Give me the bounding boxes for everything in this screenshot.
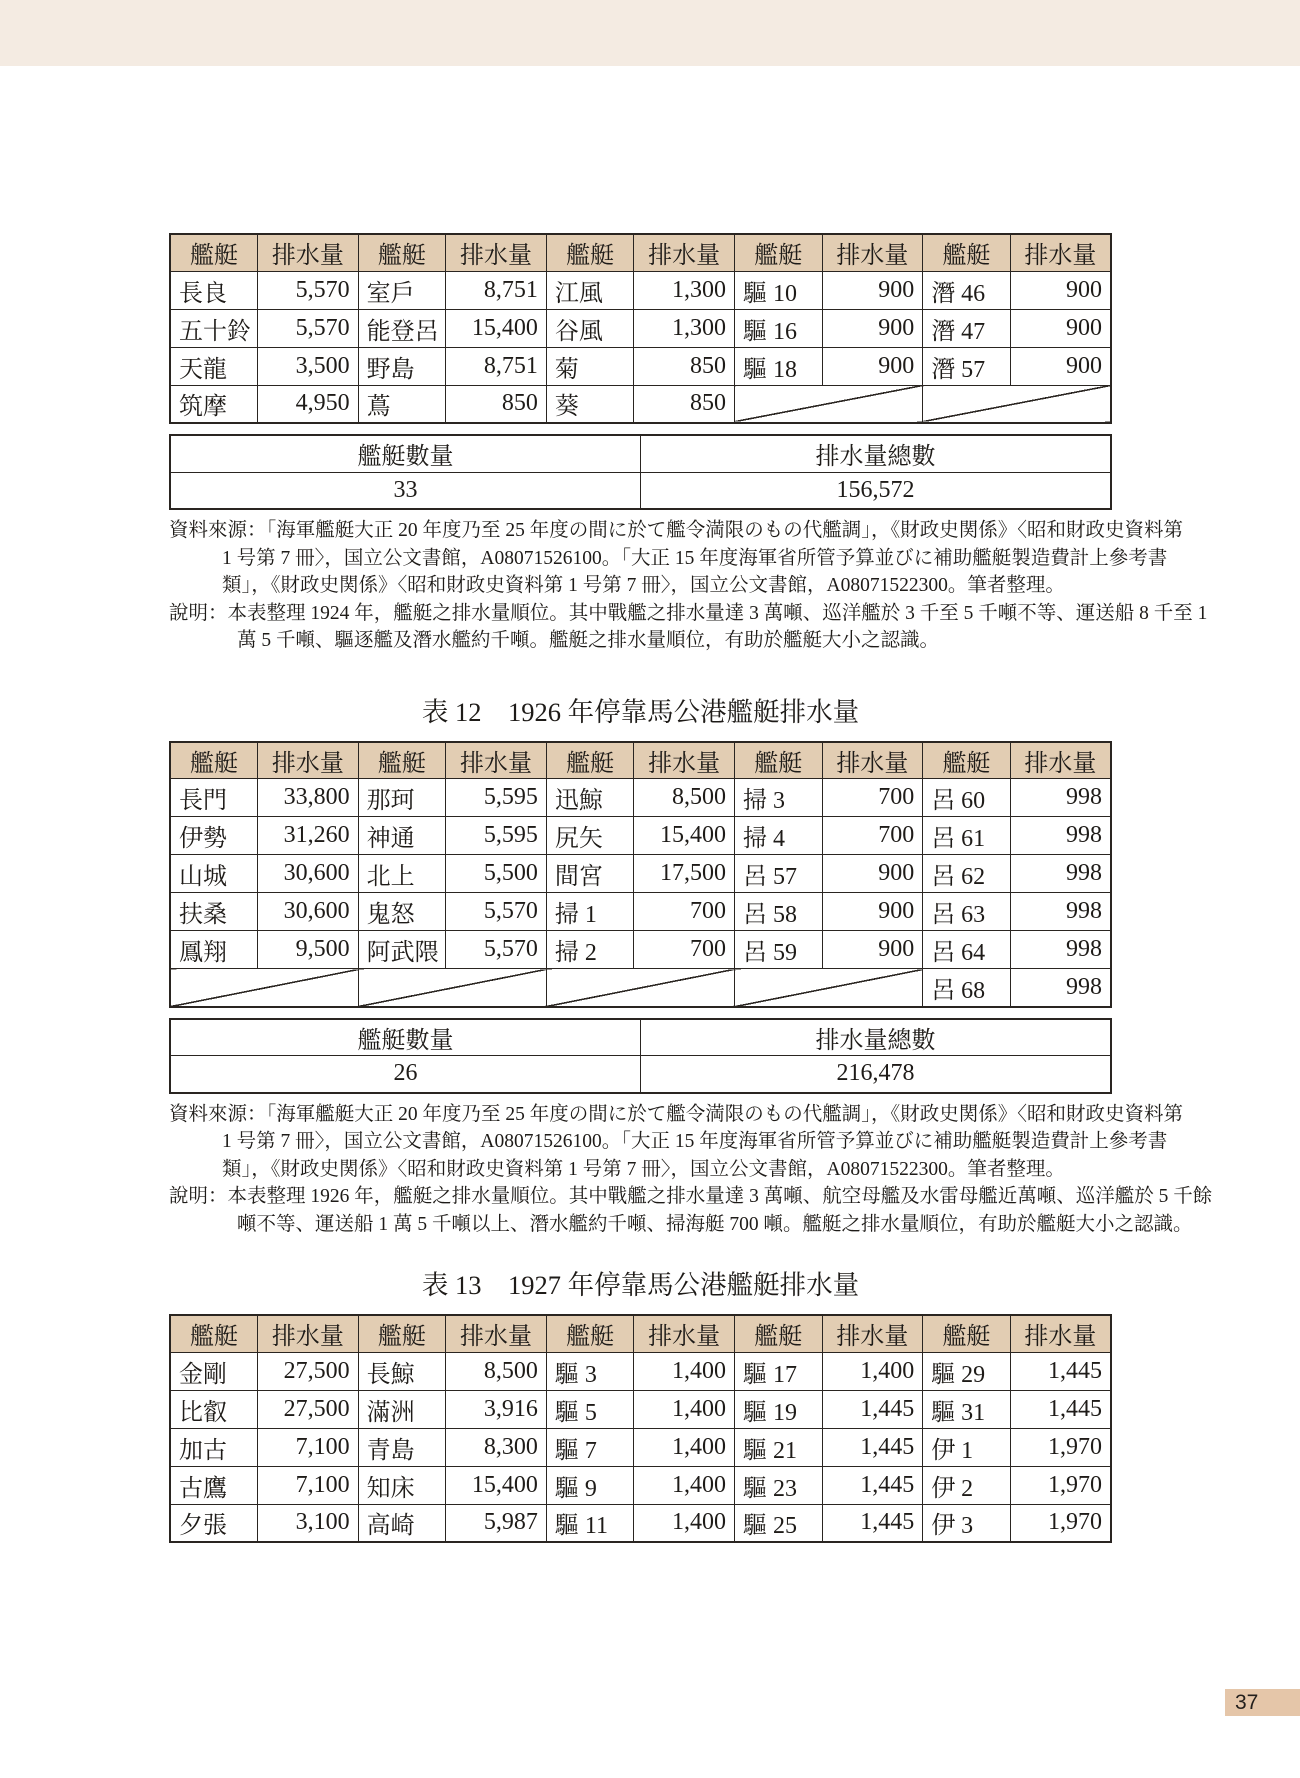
page-number: 37 <box>1225 1689 1300 1716</box>
ship-name-cell: 驅 21 <box>735 1428 823 1466</box>
header-cell-ship: 艦艇 <box>735 1315 823 1352</box>
ship-name-cell: 扶桑 <box>170 893 258 931</box>
ship-name-cell: 呂 58 <box>735 893 823 931</box>
ship-name-cell: 江風 <box>546 271 634 309</box>
displacement-cell: 8,751 <box>446 271 547 309</box>
ship-name-cell: 潛 46 <box>923 271 1011 309</box>
ship-name-cell: 驅 9 <box>546 1466 634 1504</box>
table-title: 表 13 1927 年停靠馬公港艦艇排水量 <box>421 1270 860 1300</box>
displacement-cell: 7,100 <box>258 1466 359 1504</box>
displacement-cell: 15,400 <box>634 817 735 855</box>
ship-name-cell: 葵 <box>546 385 634 423</box>
ship-name-cell: 掃 1 <box>546 893 634 931</box>
table-row <box>170 893 1111 931</box>
summary-header-row <box>170 435 1111 472</box>
header-cell-displacement: 排水量 <box>258 1315 359 1352</box>
ship-name-cell: 滿洲 <box>358 1390 446 1428</box>
table-row <box>170 969 1111 1007</box>
displacement-cell: 5,570 <box>258 271 359 309</box>
header-cell-ship: 艦艇 <box>358 234 446 271</box>
diagonal-cell <box>735 385 923 423</box>
ship-name-cell: 比叡 <box>170 1390 258 1428</box>
ship-name-cell: 北上 <box>358 855 446 893</box>
ships-table <box>169 1314 1112 1543</box>
header-cell-ship: 艦艇 <box>546 742 634 779</box>
ship-name-cell: 那珂 <box>358 779 446 817</box>
table-notes <box>169 1101 1213 1239</box>
displacement-cell: 900 <box>822 309 923 347</box>
summary-value-row <box>170 1056 1111 1093</box>
displacement-cell: 8,500 <box>446 1352 547 1390</box>
displacement-cell: 850 <box>634 347 735 385</box>
displacement-cell: 31,260 <box>258 817 359 855</box>
ship-name-cell: 鬼怒 <box>358 893 446 931</box>
source-note-line: 資料來源：「海軍艦艇大正 20 年度乃至 25 年度の間に於て艦令満限のもの代艦調」，《財政史関係》〈昭和財政史資料第 <box>169 1103 1184 1125</box>
displacement-cell: 1,300 <box>634 309 735 347</box>
table-header-row <box>170 1315 1111 1352</box>
header-cell-ship: 艦艇 <box>170 742 258 779</box>
ship-name-cell: 能登呂 <box>358 309 446 347</box>
ship-name-cell: 迅鯨 <box>546 779 634 817</box>
diagonal-cell <box>358 969 546 1007</box>
diagonal-cell <box>923 385 1111 423</box>
displacement-cell: 998 <box>1010 893 1111 931</box>
ship-name-cell: 伊勢 <box>170 817 258 855</box>
ship-name-cell: 驅 11 <box>546 1504 634 1542</box>
ship-name-cell: 驅 5 <box>546 1390 634 1428</box>
displacement-cell: 9,500 <box>258 931 359 969</box>
displacement-cell: 27,500 <box>258 1352 359 1390</box>
displacement-cell: 700 <box>634 931 735 969</box>
explanation-note-line: 說明：本表整理 1924 年，艦艇之排水量順位。其中戰艦之排水量達 3 萬噸、巡洋艦於 3 千至 5 千噸不等、運送船 8 千至 1 <box>169 602 1208 624</box>
ship-name-cell: 長良 <box>170 271 258 309</box>
header-cell-displacement: 排水量 <box>446 742 547 779</box>
header-cell-displacement: 排水量 <box>1010 234 1111 271</box>
ship-name-cell: 驅 19 <box>735 1390 823 1428</box>
source-note-line: 資料來源：「海軍艦艇大正 20 年度乃至 25 年度の間に於て艦令満限のもの代艦調」，《財政史関係》〈昭和財政史資料第 <box>169 520 1184 541</box>
displacement-cell: 8,300 <box>446 1428 547 1466</box>
header-cell-displacement: 排水量 <box>822 1315 923 1352</box>
ship-name-cell: 尻矢 <box>546 817 634 855</box>
ship-name-cell: 呂 64 <box>923 931 1011 969</box>
displacement-cell: 3,916 <box>446 1390 547 1428</box>
header-cell-displacement: 排水量 <box>1010 1315 1111 1352</box>
displacement-cell: 5,500 <box>446 855 547 893</box>
table-row <box>170 855 1111 893</box>
table-header-row <box>170 742 1111 779</box>
displacement-cell: 1,400 <box>634 1466 735 1504</box>
displacement-cell: 3,100 <box>258 1504 359 1542</box>
ship-name-cell: 蔦 <box>358 385 446 423</box>
ship-name-cell: 天龍 <box>170 347 258 385</box>
header-cell-ship: 艦艇 <box>170 234 258 271</box>
ship-name-cell: 呂 57 <box>735 855 823 893</box>
ship-name-cell: 呂 62 <box>923 855 1011 893</box>
displacement-cell: 5,570 <box>446 893 547 931</box>
displacement-cell: 1,400 <box>634 1504 735 1542</box>
displacement-cell: 30,600 <box>258 893 359 931</box>
displacement-cell: 33,800 <box>258 779 359 817</box>
table-row <box>170 1352 1111 1390</box>
ship-name-cell: 潛 57 <box>923 347 1011 385</box>
ship-name-cell: 呂 59 <box>735 931 823 969</box>
ship-name-cell: 鳳翔 <box>170 931 258 969</box>
table-row <box>170 1390 1111 1428</box>
header-cell-ship: 艦艇 <box>546 234 634 271</box>
displacement-cell: 5,595 <box>446 779 547 817</box>
ship-name-cell: 呂 63 <box>923 893 1011 931</box>
displacement-cell: 1,445 <box>822 1390 923 1428</box>
displacement-cell: 900 <box>822 271 923 309</box>
ship-name-cell: 菊 <box>546 347 634 385</box>
ship-name-cell: 驅 3 <box>546 1352 634 1390</box>
displacement-cell: 998 <box>1010 779 1111 817</box>
header-cell-displacement: 排水量 <box>258 742 359 779</box>
displacement-cell: 17,500 <box>634 855 735 893</box>
ship-name-cell: 知床 <box>358 1466 446 1504</box>
diagonal-cell <box>735 969 923 1007</box>
summary-label-cell: 排水量總數 <box>641 1019 1112 1056</box>
displacement-cell: 5,570 <box>258 309 359 347</box>
displacement-cell: 27,500 <box>258 1390 359 1428</box>
table-row <box>170 309 1111 347</box>
source-note-line: 1 号第 7 冊〉，国立公文書館，A08071526100。「大正 15 年度海軍省所管予算並びに補助艦艇製造費計上參考書 <box>222 1131 1168 1152</box>
page-content <box>169 233 1213 1543</box>
source-note-line: 類」，《財政史関係》〈昭和財政史資料第 1 号第 7 冊〉，国立公文書館，A08071522300。筆者整理。 <box>222 575 1065 596</box>
explanation-note-line: 說明：本表整理 1926 年，艦艇之排水量順位。其中戰艦之排水量達 3 萬噸、航空母艦及水雷母艦近萬噸、巡洋艦於 5 千餘 <box>169 1186 1213 1207</box>
displacement-cell: 900 <box>1010 309 1111 347</box>
displacement-cell: 15,400 <box>446 1466 547 1504</box>
header-cell-displacement: 排水量 <box>634 1315 735 1352</box>
ship-name-cell: 呂 60 <box>923 779 1011 817</box>
ship-name-cell: 青島 <box>358 1428 446 1466</box>
displacement-cell: 900 <box>1010 347 1111 385</box>
displacement-cell: 5,595 <box>446 817 547 855</box>
table-row <box>170 1428 1111 1466</box>
ship-name-cell: 驅 18 <box>735 347 823 385</box>
displacement-cell: 1,445 <box>822 1504 923 1542</box>
ship-name-cell: 驅 17 <box>735 1352 823 1390</box>
displacement-cell: 998 <box>1010 931 1111 969</box>
ship-name-cell: 長門 <box>170 779 258 817</box>
table-row <box>170 931 1111 969</box>
header-cell-ship: 艦艇 <box>358 742 446 779</box>
displacement-cell: 8,500 <box>634 779 735 817</box>
displacement-cell: 1,300 <box>634 271 735 309</box>
header-cell-ship: 艦艇 <box>735 234 823 271</box>
header-cell-displacement: 排水量 <box>634 742 735 779</box>
header-cell-ship: 艦艇 <box>923 1315 1011 1352</box>
ship-name-cell: 山城 <box>170 855 258 893</box>
displacement-cell: 15,400 <box>446 309 547 347</box>
table-row <box>170 1504 1111 1542</box>
summary-label-cell: 艦艇數量 <box>170 1019 641 1056</box>
header-cell-displacement: 排水量 <box>822 742 923 779</box>
displacement-cell: 1,970 <box>1010 1428 1111 1466</box>
displacement-cell: 700 <box>822 817 923 855</box>
header-cell-ship: 艦艇 <box>735 742 823 779</box>
displacement-cell: 1,400 <box>634 1390 735 1428</box>
displacement-cell: 1,445 <box>1010 1352 1111 1390</box>
ship-name-cell: 夕張 <box>170 1504 258 1542</box>
ship-name-cell: 驅 7 <box>546 1428 634 1466</box>
source-note-line: 1 号第 7 冊〉，国立公文書館，A08071526100。「大正 15 年度海軍省所管予算並びに補助艦艇製造費計上參考書 <box>222 547 1168 569</box>
ship-name-cell: 伊 2 <box>923 1466 1011 1504</box>
ship-name-cell: 驅 29 <box>923 1352 1011 1390</box>
displacement-cell: 3,500 <box>258 347 359 385</box>
displacement-cell: 1,400 <box>822 1352 923 1390</box>
summary-value-cell: 33 <box>170 472 641 509</box>
ship-name-cell: 古鷹 <box>170 1466 258 1504</box>
displacement-cell: 1,445 <box>1010 1390 1111 1428</box>
displacement-cell: 8,751 <box>446 347 547 385</box>
displacement-cell: 4,950 <box>258 385 359 423</box>
displacement-cell: 1,445 <box>822 1428 923 1466</box>
ship-name-cell: 神通 <box>358 817 446 855</box>
ship-name-cell: 筑摩 <box>170 385 258 423</box>
ship-name-cell: 伊 3 <box>923 1504 1011 1542</box>
summary-table <box>169 434 1112 510</box>
ship-name-cell: 伊 1 <box>923 1428 1011 1466</box>
header-cell-displacement: 排水量 <box>446 1315 547 1352</box>
ship-name-cell: 室戶 <box>358 271 446 309</box>
header-cell-displacement: 排水量 <box>822 234 923 271</box>
displacement-cell: 700 <box>634 893 735 931</box>
table-row <box>170 1466 1111 1504</box>
ship-name-cell: 呂 68 <box>923 969 1011 1007</box>
page-top-band <box>0 0 1300 66</box>
explanation-note-line: 噸不等、運送船 1 萬 5 千噸以上、潛水艦約千噸、掃海艇 700 噸。艦艇之排水量順位，有助於艦艇大小之認識。 <box>237 1213 1193 1235</box>
displacement-cell: 850 <box>446 385 547 423</box>
displacement-cell: 7,100 <box>258 1428 359 1466</box>
ship-name-cell: 掃 3 <box>735 779 823 817</box>
summary-header-row <box>170 1019 1111 1056</box>
summary-label-cell: 艦艇數量 <box>170 435 641 472</box>
table-row <box>170 779 1111 817</box>
table-row <box>170 347 1111 385</box>
displacement-cell: 1,970 <box>1010 1466 1111 1504</box>
header-cell-ship: 艦艇 <box>923 742 1011 779</box>
ship-name-cell: 五十鈴 <box>170 309 258 347</box>
ships-table <box>169 233 1112 424</box>
ship-name-cell: 驅 16 <box>735 309 823 347</box>
displacement-cell: 998 <box>1010 817 1111 855</box>
ship-name-cell: 潛 47 <box>923 309 1011 347</box>
ship-name-cell: 長鯨 <box>358 1352 446 1390</box>
displacement-cell: 30,600 <box>258 855 359 893</box>
header-cell-ship: 艦艇 <box>546 1315 634 1352</box>
diagonal-cell <box>546 969 734 1007</box>
table-section <box>169 233 1208 655</box>
displacement-cell: 998 <box>1010 855 1111 893</box>
table-title: 表 12 1926 年停靠馬公港艦艇排水量 <box>421 696 860 727</box>
displacement-cell: 900 <box>822 855 923 893</box>
ship-name-cell: 阿武隈 <box>358 931 446 969</box>
summary-value-row <box>170 472 1111 509</box>
displacement-cell: 850 <box>634 385 735 423</box>
explanation-note-line: 萬 5 千噸、驅逐艦及潛水艦約千噸。艦艇之排水量順位，有助於艦艇大小之認識。 <box>237 630 940 651</box>
summary-table <box>169 1018 1112 1094</box>
displacement-cell: 5,570 <box>446 931 547 969</box>
source-note-line: 類」，《財政史関係》〈昭和財政史資料第 1 号第 7 冊〉，国立公文書館，A08071522300。筆者整理。 <box>222 1158 1065 1180</box>
displacement-cell: 900 <box>822 931 923 969</box>
displacement-cell: 1,400 <box>634 1352 735 1390</box>
header-cell-ship: 艦艇 <box>170 1315 258 1352</box>
header-cell-displacement: 排水量 <box>258 234 359 271</box>
header-cell-ship: 艦艇 <box>358 1315 446 1352</box>
displacement-cell: 5,987 <box>446 1504 547 1542</box>
tables-area <box>169 233 1213 1543</box>
ship-name-cell: 間宮 <box>546 855 634 893</box>
header-cell-displacement: 排水量 <box>634 234 735 271</box>
ship-name-cell: 驅 23 <box>735 1466 823 1504</box>
ship-name-cell: 谷風 <box>546 309 634 347</box>
diagonal-cell <box>170 969 358 1007</box>
table-section <box>169 696 1213 1239</box>
summary-value-cell: 26 <box>170 1056 641 1093</box>
table-notes <box>169 517 1208 655</box>
displacement-cell: 998 <box>1010 969 1111 1007</box>
table-section <box>169 1270 1112 1543</box>
ship-name-cell: 野島 <box>358 347 446 385</box>
ship-name-cell: 加古 <box>170 1428 258 1466</box>
header-cell-ship: 艦艇 <box>923 234 1011 271</box>
summary-label-cell: 排水量總數 <box>641 435 1112 472</box>
displacement-cell: 700 <box>822 779 923 817</box>
ship-name-cell: 呂 61 <box>923 817 1011 855</box>
displacement-cell: 900 <box>1010 271 1111 309</box>
ship-name-cell: 高崎 <box>358 1504 446 1542</box>
table-row <box>170 817 1111 855</box>
displacement-cell: 900 <box>822 347 923 385</box>
displacement-cell: 1,400 <box>634 1428 735 1466</box>
displacement-cell: 1,445 <box>822 1466 923 1504</box>
ship-name-cell: 驅 10 <box>735 271 823 309</box>
displacement-cell: 1,970 <box>1010 1504 1111 1542</box>
header-cell-displacement: 排水量 <box>1010 742 1111 779</box>
displacement-cell: 900 <box>822 893 923 931</box>
summary-value-cell: 216,478 <box>641 1056 1112 1093</box>
summary-value-cell: 156,572 <box>641 472 1112 509</box>
ship-name-cell: 金剛 <box>170 1352 258 1390</box>
ship-name-cell: 掃 4 <box>735 817 823 855</box>
ship-name-cell: 驅 31 <box>923 1390 1011 1428</box>
ship-name-cell: 驅 25 <box>735 1504 823 1542</box>
ships-table <box>169 741 1112 1008</box>
table-row <box>170 271 1111 309</box>
header-cell-displacement: 排水量 <box>446 234 547 271</box>
table-header-row <box>170 234 1111 271</box>
ship-name-cell: 掃 2 <box>546 931 634 969</box>
table-row <box>170 385 1111 423</box>
